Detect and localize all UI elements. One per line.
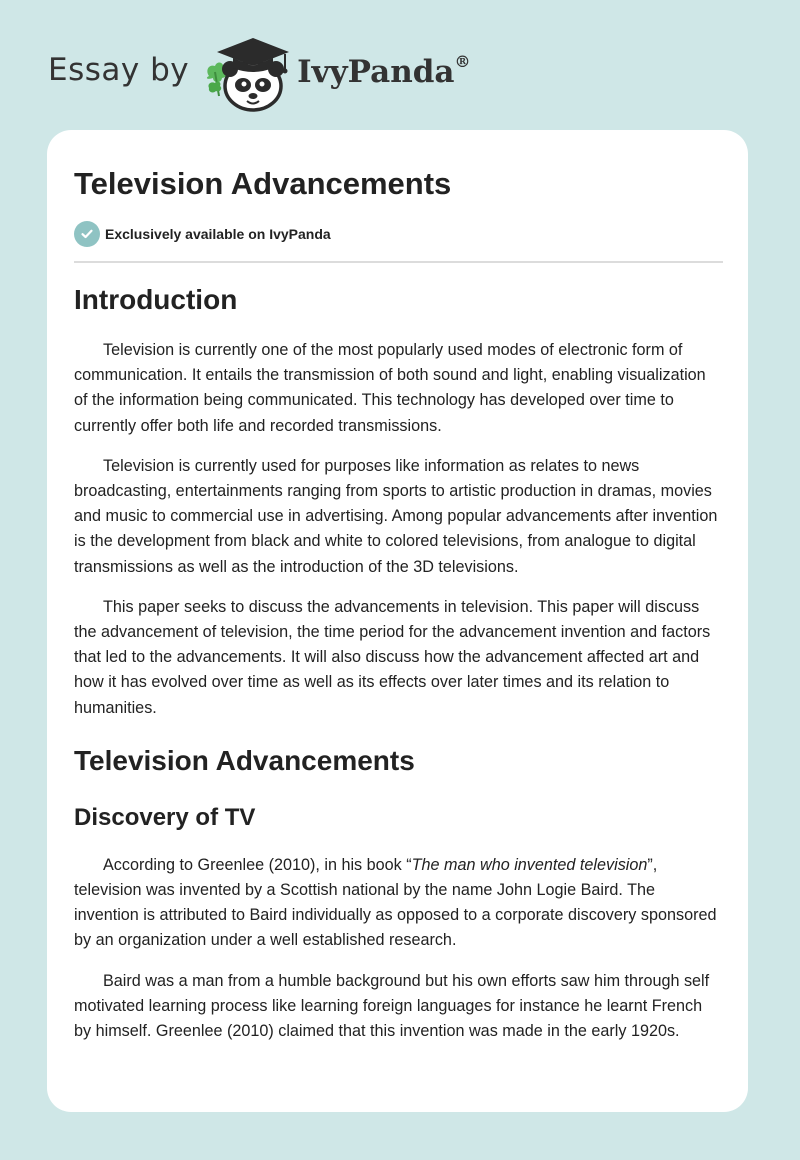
book-title: The man who invented television [411, 855, 648, 874]
paragraph: Television is currently one of the most popularly used modes of electronic form of communication. It entails the transmission of both sound and light, enabling visualization of the information being communicated. This technology has developed over time to currently offer both life and recorded transmissions. [74, 341, 706, 435]
paragraph-text: ”, television was invented by a Scottish national by the name John Logie Baird. The invention is attributed to Baird individually as opposed to a corporate discovery sponsored by an organization under a well established research. [74, 855, 717, 950]
registered-mark: ® [454, 52, 471, 71]
paragraph-text: According to Greenlee (2010), in his book “ [103, 855, 412, 874]
exclusive-label: Exclusively available on IvyPanda [105, 226, 331, 242]
page-title: Television Advancements [74, 166, 452, 201]
paragraph: Baird was a man from a humble background but his own efforts saw him through self motivated learning process like learning foreign languages for instance he learnt French by himself. Greenlee (2010) claimed that this invention was made in the early 1920s. [74, 971, 710, 1041]
brand-text: IvyPanda [297, 54, 455, 90]
essay-card [47, 130, 748, 1112]
essay-content [74, 164, 723, 1044]
subsection-heading-discovery-of-tv: Discovery of TV [74, 803, 256, 831]
brand-name [297, 54, 470, 90]
site-header [48, 34, 471, 114]
ivypanda-logo-icon[interactable] [203, 36, 293, 112]
section-heading-television-advancements: Television Advancements [74, 744, 415, 776]
paragraph: This paper seeks to discuss the advancements in television. This paper will discuss the advancement of television, the time period for the advancement invention and factors that led to the advancements. It will also discuss how the advancement affected art and how it has evolved over time as well as its effects over later times and its relation to humanities. [74, 597, 711, 717]
divider [74, 261, 723, 263]
paragraph [74, 853, 723, 954]
exclusive-badge [74, 221, 723, 247]
paragraph: Television is currently used for purposes like information as relates to news broadcasting, entertainments ranging from sports to artistic production in dramas, movies and music to commercial use in advertising. Among popular advancements after invention is the development from black and white to colored televisions, from analogue to digital transmissions as well as the introduction of the 3D televisions. [74, 456, 718, 576]
section-heading-introduction: Introduction [74, 284, 238, 315]
check-icon [74, 221, 100, 247]
essay-by-label: Essay by [48, 52, 190, 88]
